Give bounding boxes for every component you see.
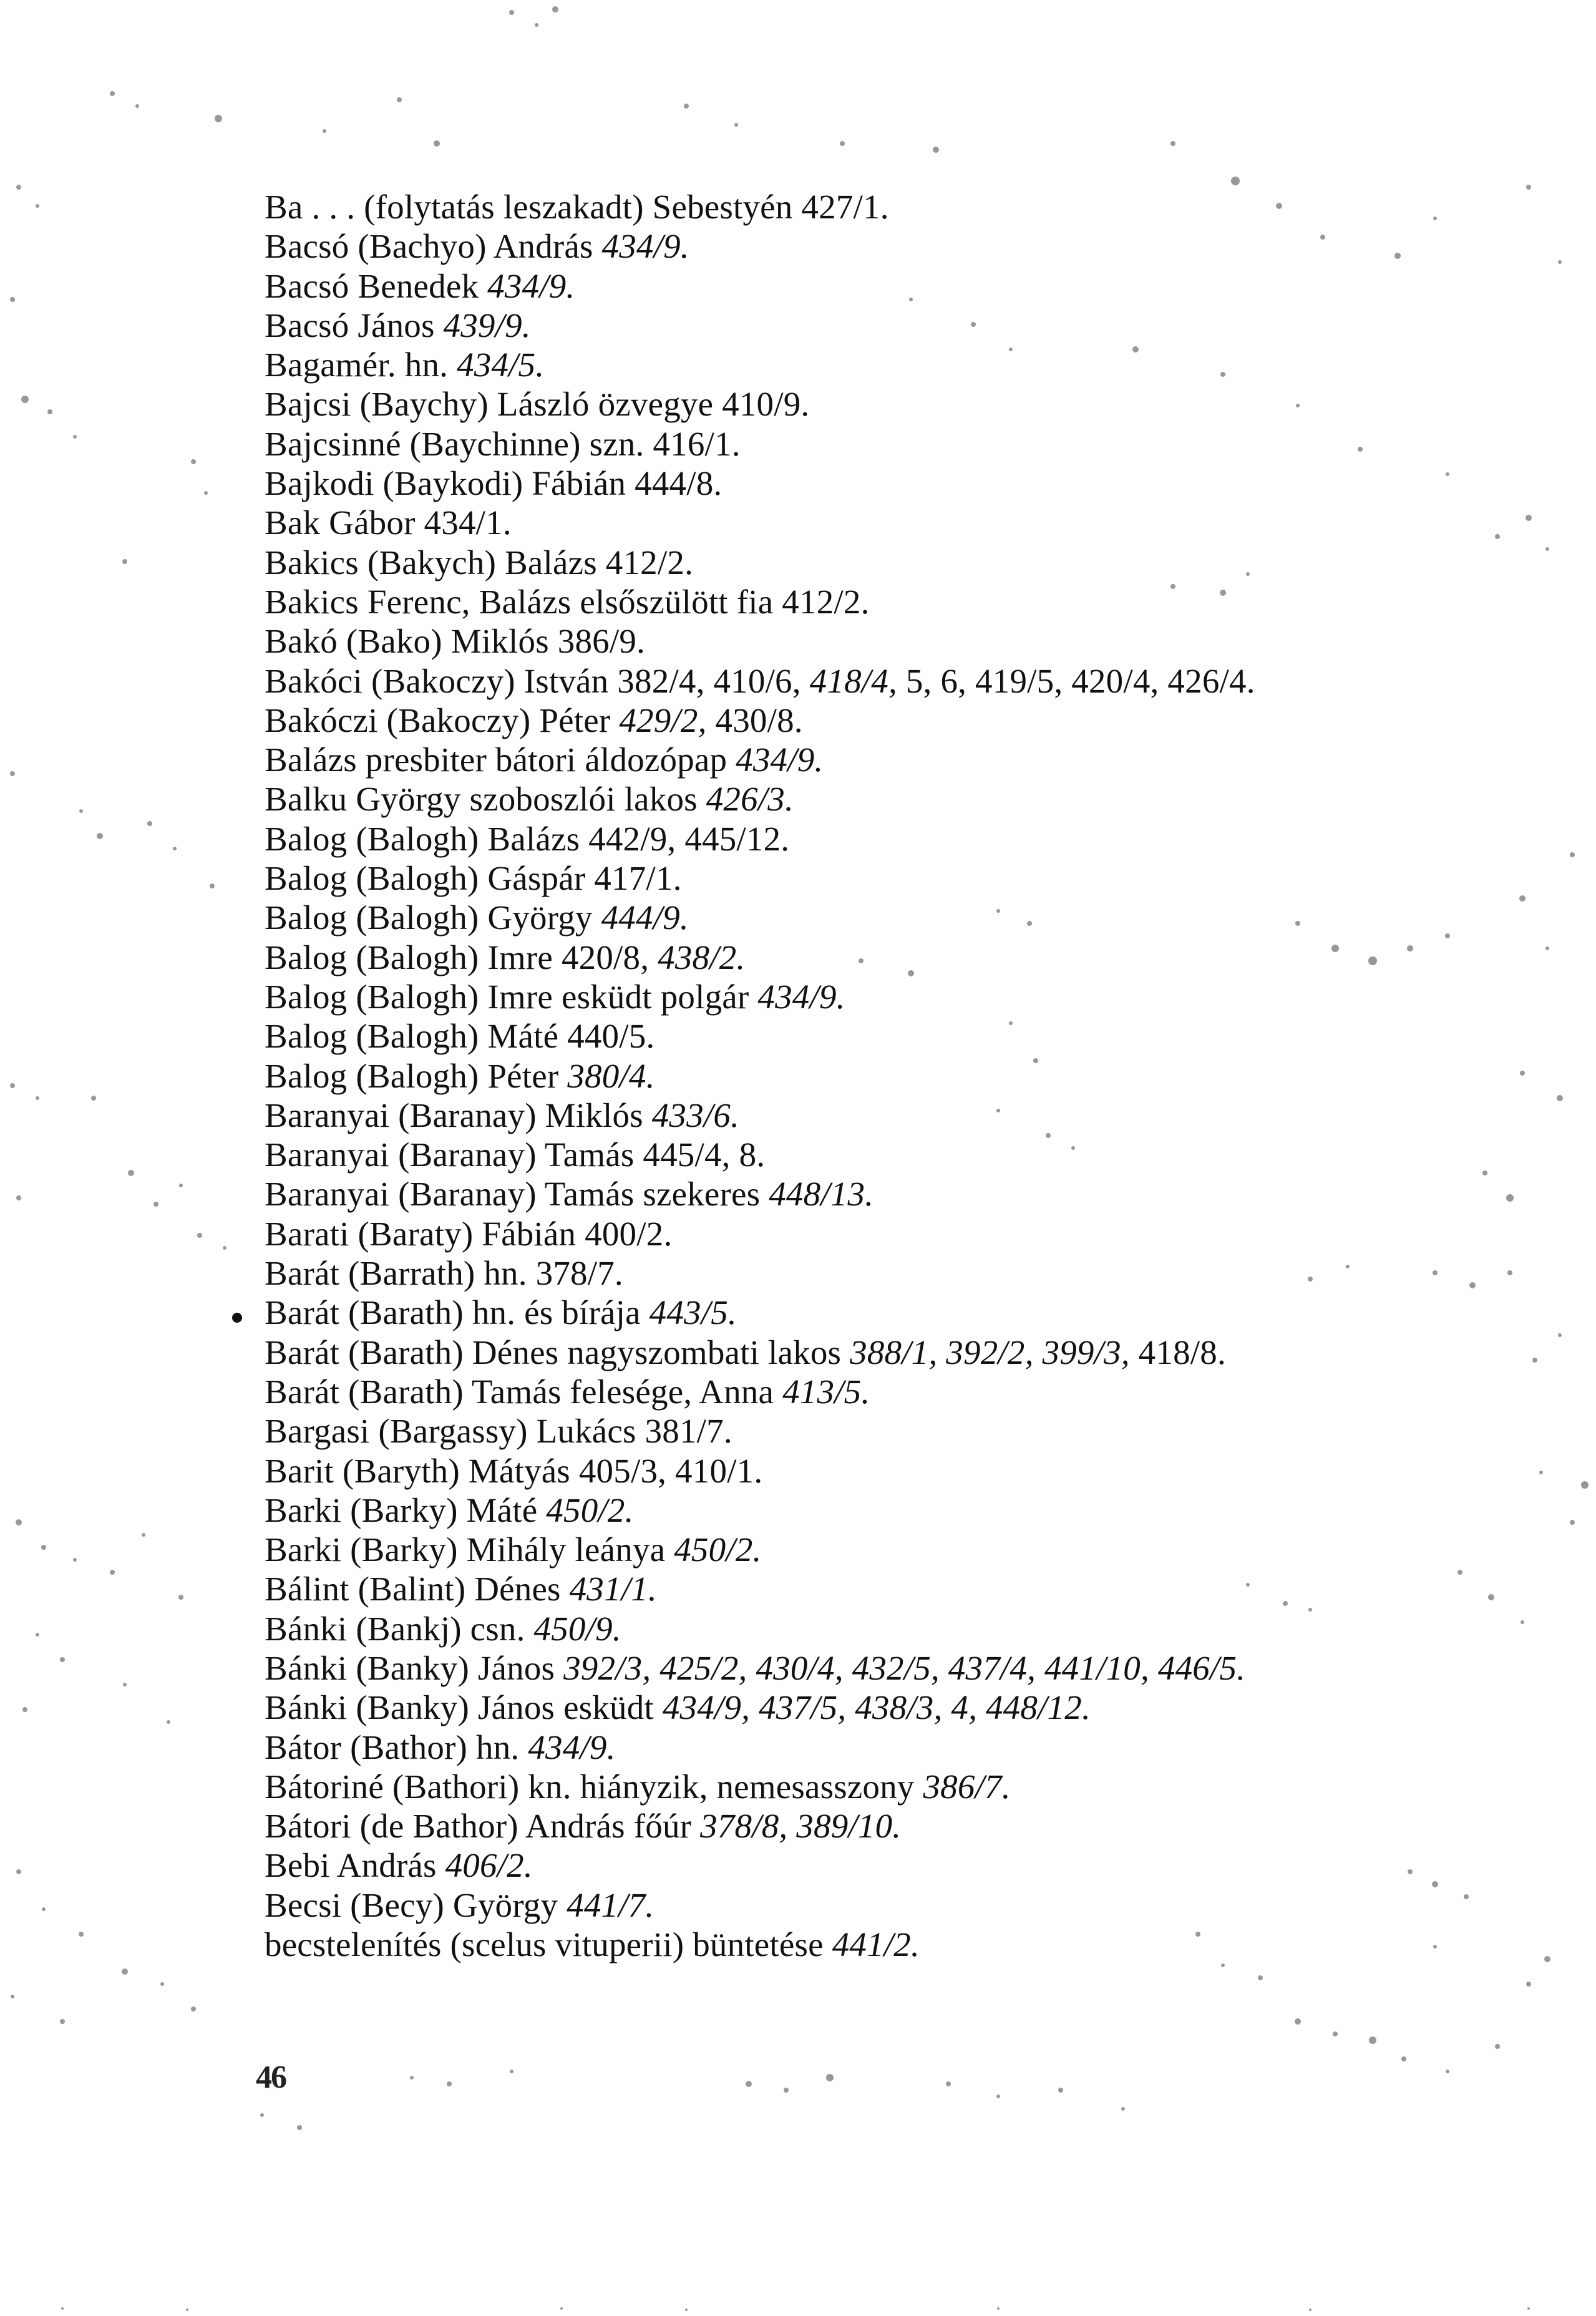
entry-text: Bátori (de Bathor) András főúr xyxy=(265,1807,701,1846)
entry-page-ref-italic: 434/9. xyxy=(528,1728,616,1766)
index-entry xyxy=(265,1728,1512,1767)
index-entry xyxy=(265,1846,1512,1885)
index-entry xyxy=(265,819,1512,859)
entry-page-ref-italic: 406/2. xyxy=(445,1846,533,1885)
index-entry xyxy=(265,1530,1512,1569)
entry-text: Barki (Barky) Mihály leánya xyxy=(265,1530,674,1569)
entry-page-ref-italic: 443/5. xyxy=(649,1293,737,1332)
entry-page-ref-italic: 439/9. xyxy=(443,306,531,344)
entry-page-ref-italic: 434/9. xyxy=(757,977,845,1016)
entry-text: Bebi András xyxy=(265,1846,445,1885)
entry-text: Balog (Balogh) Imre esküdt polgár xyxy=(265,977,758,1016)
entry-text: Bakics Ferenc, Balázs elsőszülött fia 412/2. xyxy=(265,582,870,621)
entry-text: 5, 6, 419/5, 420/4, 426/4. xyxy=(897,661,1255,700)
entry-page-ref-italic: 441/2. xyxy=(832,1925,920,1964)
index-entry xyxy=(265,1253,1512,1293)
entry-text: Barát (Barrath) hn. 378/7. xyxy=(265,1254,623,1293)
entry-page-ref-italic: 433/6. xyxy=(651,1096,739,1134)
index-entry xyxy=(265,1767,1512,1806)
index-entry xyxy=(265,1411,1512,1451)
entry-text: Bakóci (Bakoczy) István 382/4, 410/6, xyxy=(265,661,810,700)
entry-text: Bátor (Bathor) hn. xyxy=(265,1728,528,1766)
index-entry xyxy=(265,1569,1512,1608)
entry-text: Barit (Baryth) Mátyás 405/3, 410/1. xyxy=(265,1451,763,1490)
index-entry xyxy=(265,424,1512,464)
entry-page-ref-italic: 388/1, 392/2, 399/3, xyxy=(850,1333,1130,1371)
index-entry xyxy=(265,1609,1512,1648)
entry-text: Balku György szoboszlói lakos xyxy=(265,780,706,819)
entry-text: 430/8. xyxy=(706,701,803,739)
entry-text: 418/8. xyxy=(1129,1333,1226,1371)
entry-text: Baranyai (Baranay) Tamás szekeres xyxy=(265,1175,769,1214)
entry-text: Bakics (Bakych) Balázs 412/2. xyxy=(265,543,694,581)
entry-page-ref-italic: 434/9. xyxy=(601,227,689,266)
entry-text: Bajkodi (Baykodi) Fábián 444/8. xyxy=(265,464,723,503)
index-entry xyxy=(265,1174,1512,1214)
entry-text: Becsi (Becy) György xyxy=(265,1885,567,1924)
entry-text: Bakóczi (Bakoczy) Péter xyxy=(265,701,620,739)
entry-text: Bánki (Banky) János xyxy=(265,1648,564,1687)
entry-text: Bakó (Bako) Miklós 386/9. xyxy=(265,622,645,661)
entry-page-ref-italic: 392/3, 425/2, 430/4, 432/5, 437/4, 441/10, 446/5. xyxy=(563,1648,1246,1687)
entry-text: Bajcsi (Baychy) László özvegye 410/9. xyxy=(265,385,810,424)
index-entry-list xyxy=(265,187,1512,1964)
entry-page-ref-italic: 444/9. xyxy=(601,898,689,937)
index-entry xyxy=(265,701,1512,740)
entry-text: Balog (Balogh) Imre 420/8, xyxy=(265,938,658,976)
entry-text: Bánki (Bankj) csn. xyxy=(265,1609,534,1648)
index-entry xyxy=(265,1688,1512,1727)
index-entry xyxy=(265,226,1512,266)
entry-page-ref-italic: 418/4, xyxy=(809,661,897,700)
entry-text: Barát (Barath) hn. és bírája xyxy=(265,1293,650,1332)
entry-text: Bátoriné (Bathori) kn. hiányzik, nemesasszony xyxy=(265,1767,923,1806)
index-entry xyxy=(265,345,1512,384)
entry-page-ref-italic: 434/9. xyxy=(487,266,575,305)
index-entry xyxy=(265,1333,1512,1372)
index-entry xyxy=(265,1135,1512,1174)
index-entry xyxy=(265,1372,1512,1411)
entry-text: Bacsó Benedek xyxy=(265,266,488,305)
index-entry xyxy=(265,1648,1512,1688)
entry-text: Bak Gábor 434/1. xyxy=(265,504,512,542)
entry-text: Bajcsinné (Baychinne) szn. 416/1. xyxy=(265,424,741,463)
index-entry xyxy=(265,1885,1512,1925)
entry-text: Balog (Balogh) Péter xyxy=(265,1056,568,1095)
entry-text: Bánki (Banky) János esküdt xyxy=(265,1688,663,1727)
entry-page-ref-italic: 380/4. xyxy=(567,1056,655,1095)
index-entry xyxy=(265,1214,1512,1253)
entry-text: Barati (Baraty) Fábián 400/2. xyxy=(265,1214,673,1253)
index-entry xyxy=(265,384,1512,424)
index-entry xyxy=(265,661,1512,701)
index-entry xyxy=(265,1925,1512,1964)
index-entry xyxy=(265,503,1512,542)
index-entry xyxy=(265,938,1512,977)
entry-page-ref-italic: 413/5. xyxy=(782,1372,870,1411)
index-entry xyxy=(265,1016,1512,1056)
entry-page-ref-italic: 450/2. xyxy=(546,1491,634,1529)
index-entry xyxy=(265,977,1512,1016)
entry-text: Bargasi (Bargassy) Lukács 381/7. xyxy=(265,1412,732,1451)
entry-page-ref-italic: 434/9. xyxy=(736,741,824,779)
entry-page-ref-italic: 448/13. xyxy=(769,1175,874,1214)
entry-page-ref-italic: 378/8, 389/10. xyxy=(700,1807,902,1846)
entry-text: Balog (Balogh) György xyxy=(265,898,601,937)
entry-text: Balog (Balogh) Máté 440/5. xyxy=(265,1017,655,1056)
index-entry xyxy=(265,898,1512,937)
entry-text: Barki (Barky) Máté xyxy=(265,1491,547,1529)
entry-text: Ba . . . (folytatás leszakadt) Sebestyén 427/1. xyxy=(265,188,889,226)
page-number: 46 xyxy=(256,2060,286,2095)
entry-page-ref-italic: 434/5. xyxy=(457,346,545,384)
entry-text: Baranyai (Baranay) Miklós xyxy=(265,1096,652,1134)
entry-text: Bacsó János xyxy=(265,306,444,344)
index-entry xyxy=(265,464,1512,503)
index-entry xyxy=(265,266,1512,306)
entry-text: Baranyai (Baranay) Tamás 445/4, 8. xyxy=(265,1136,766,1174)
index-entry xyxy=(265,1056,1512,1096)
entry-page-ref-italic: 438/2. xyxy=(658,938,746,976)
index-entry xyxy=(265,187,1512,226)
index-entry xyxy=(265,621,1512,661)
entry-text: Barát (Barath) Tamás felesége, Anna xyxy=(265,1372,783,1411)
index-entry xyxy=(265,740,1512,779)
entry-page-ref-italic: 429/2, xyxy=(619,701,707,739)
index-entry xyxy=(265,1806,1512,1846)
index-entry xyxy=(265,1293,1512,1332)
entry-text: Balog (Balogh) Gáspár 417/1. xyxy=(265,859,682,898)
entry-page-ref-italic: 386/7. xyxy=(923,1767,1011,1806)
index-entry xyxy=(265,859,1512,898)
entry-text: becstelenítés (scelus vituperii) büntetése xyxy=(265,1925,832,1964)
entry-page-ref-italic: 426/3. xyxy=(706,780,794,819)
entry-text: Bacsó (Bachyo) András xyxy=(265,227,602,266)
index-entry xyxy=(265,1096,1512,1135)
entry-text: Barát (Barath) Dénes nagyszombati lakos xyxy=(265,1333,850,1371)
index-entry xyxy=(265,1451,1512,1491)
entry-page-ref-italic: 441/7. xyxy=(567,1885,654,1924)
index-entry xyxy=(265,582,1512,621)
entry-page-ref-italic: 450/9. xyxy=(533,1609,621,1648)
entry-page-ref-italic: 431/1. xyxy=(569,1570,657,1608)
index-entry xyxy=(265,543,1512,582)
entry-text: Bagamér. hn. xyxy=(265,346,457,384)
index-entry xyxy=(265,779,1512,819)
index-entry xyxy=(265,306,1512,345)
index-entry xyxy=(265,1491,1512,1530)
entry-page-ref-italic: 450/2. xyxy=(674,1530,762,1569)
entry-page-ref-italic: 434/9, 437/5, 438/3, 4, 448/12. xyxy=(662,1688,1091,1727)
margin-dot xyxy=(232,1313,242,1323)
entry-text: Balázs presbiter bátori áldozópap xyxy=(265,741,736,779)
entry-text: Bálint (Balint) Dénes xyxy=(265,1570,570,1608)
entry-text: Balog (Balogh) Balázs 442/9, 445/12. xyxy=(265,819,790,858)
